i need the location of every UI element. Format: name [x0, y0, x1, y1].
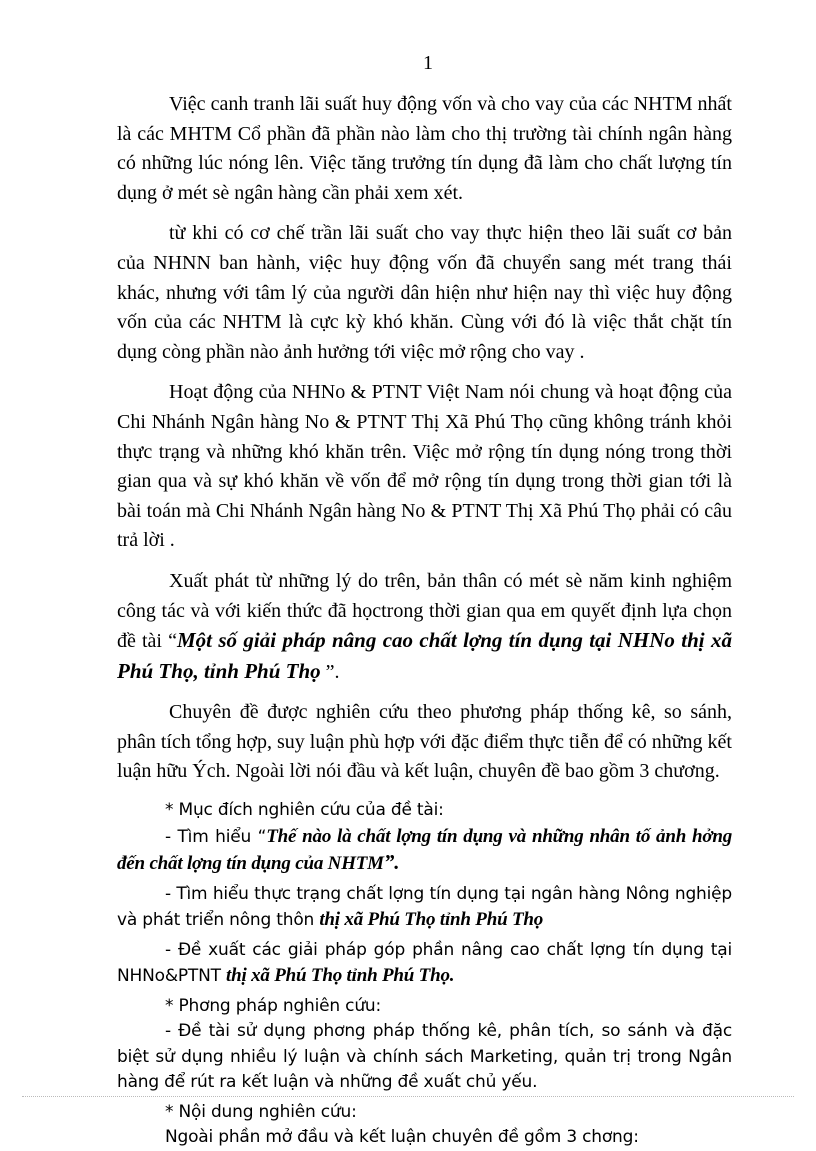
objective-3-location: thị xã Phú Thọ tỉnh Phú Thọ. [226, 965, 455, 987]
paragraph-4-intro: Xuất phát từ những lý do trên, bản thân có mét sè năm kinh nghiệm công tác và với kiến thức đã họctrong thời gian qua em quyết định lựa chọn đề tài “ [117, 569, 732, 653]
objective-1-text: - Tìm hiểu “ [165, 826, 267, 847]
objective-2-location: thị xã Phú Thọ tỉnh Phú Thọ [319, 909, 544, 931]
objective-3-text: - Đề xuất các giải pháp góp phần nâng cao chất lợng tín dụng tại NHNo&PTNT [117, 939, 732, 987]
page-number: 1 [423, 52, 433, 74]
document-body [117, 90, 732, 1151]
paragraph-1: Việc canh tranh lãi suất huy động vốn và cho vay của các NHTM nhất là các MHTM Cổ phần đã phần nào làm cho thị trường tài chính ngân hàng có những lúc nóng lên. Việc tăng trưởng tín dụng đã làm cho chất lượng tín dụng ở mét sè ngân hàng cần phải xem xét. [117, 93, 732, 204]
methods-heading: * Phơng pháp nghiên cứu: [165, 995, 382, 1016]
research-section [117, 798, 732, 1151]
method-item-1: - Đề tài sử dụng phơng pháp thống kê, phân tích, so sánh và đặc biệt sử dụng nhiều lý luận và chính sách Marketing, quản trị trong Ngân hàng để rút ra kết luận và những đề xuất chủ yếu. [117, 1021, 732, 1093]
objectives-heading: * Mục đích nghiên cứu của đề tài: [165, 800, 444, 821]
objective-item-1 [117, 824, 732, 878]
objective-2-text: - Tìm hiểu thực trạng chất lợng tín dụng tại ngân hàng Nông nghiệp và phát triển nông thôn [117, 883, 732, 931]
paragraph-2: từ khi có cơ chế trần lãi suất cho vay thực hiện theo lãi suất cơ bản của NHNN ban hành, việc huy động vốn đã chuyển sang mét trang thái khác, nhưng với tâm lý của người dân hiện như hiện nay thì việc huy động vốn của các NHTM là cực kỳ khó khăn. Cùng với đó là việc thắt chặt tín dụng còng phần nào ảnh hưởng tới việc mở rộng cho vay . [117, 222, 732, 363]
objective-1-title: Thế nào là chất lợng tín dụng và những nhân tố ảnh hởng đến chất lợng tín dụng của NHTM [117, 825, 732, 875]
paragraph-3: Hoạt động của NHNo & PTNT Việt Nam nói chung và hoạt động của Chi Nhánh Ngân hàng No & PTNT Thị Xã Phú Thọ cũng không tránh khỏi thực trạng và những khó khăn trên. Việc mở rộng tín dụng nóng trong thời gian qua và sự khó khăn về vốn để mở rộng tín dụng trong thời gian tới là bài toán mà Chi Nhánh Ngân hàng No & PTNT Thị Xã Phú Thọ phải có câu trả lời . [117, 381, 732, 552]
objective-item-2 [117, 882, 732, 934]
paragraph-4-end: ”. [320, 660, 340, 683]
page-bottom-divider [22, 1096, 794, 1097]
content-heading: * Nội dung nghiên cứu: [165, 1101, 357, 1122]
objective-1-end: ”. [383, 850, 400, 875]
paragraph-5: Chuyên đề được nghiên cứu theo phương pháp thống kê, so sánh, phân tích tổng hợp, suy luận phù hợp với đặc điểm thực tiễn để có những kết luận hữu Ých. Ngoài lời nói đầu và kết luận, chuyên đề bao gồm 3 chương. [117, 701, 732, 783]
thesis-title: Một số giải pháp nâng cao chất lợng tín dụng tại NHNo thị xã Phú Thọ, tỉnh Phú Thọ [117, 628, 732, 683]
objective-item-3 [117, 938, 732, 990]
paragraph-4 [117, 567, 732, 687]
content-line-1: Ngoài phần mở đầu và kết luận chuyên đề gồm 3 chơng: [165, 1127, 639, 1148]
